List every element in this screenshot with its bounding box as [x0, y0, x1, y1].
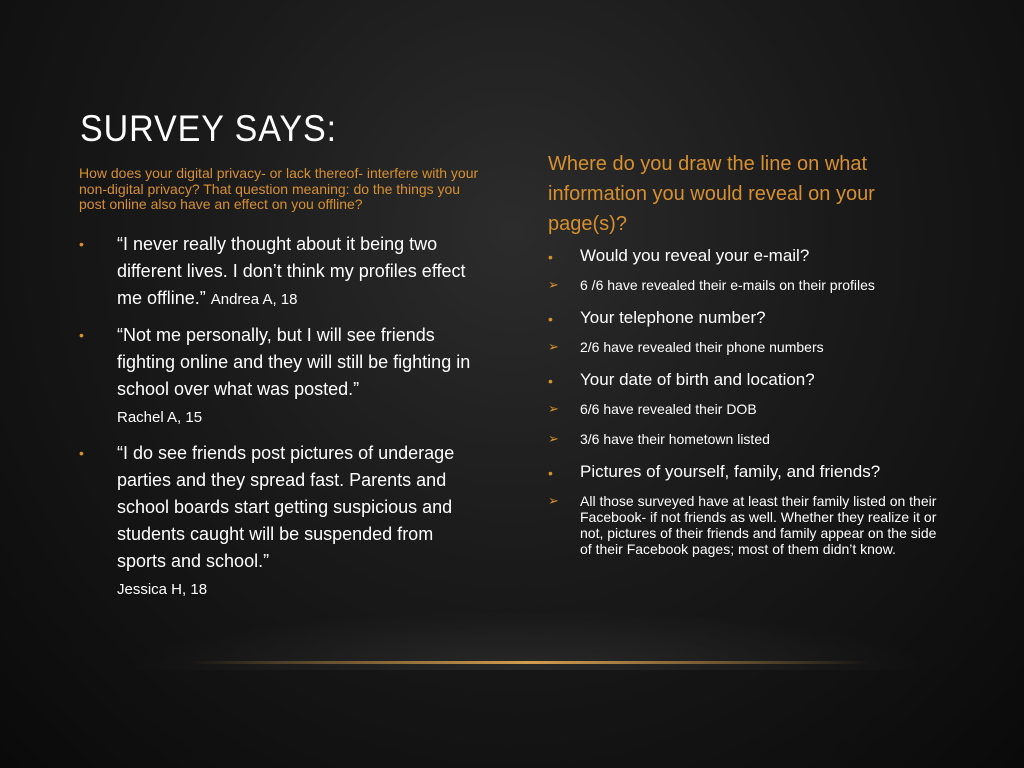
arrow-bullet-icon: ➢	[548, 493, 559, 508]
list-item	[79, 322, 479, 431]
arrow-bullet-icon: ➢	[548, 277, 559, 292]
quote-author: Rachel A, 15	[117, 408, 203, 426]
quote-text: “Not me personally, but I will see friends fighting online and they will still be fighting in school over what was posted.”	[117, 324, 471, 399]
survey-question	[548, 245, 948, 267]
survey-question-text: Would you reveal your e-mail?	[580, 246, 810, 265]
survey-question-text: Pictures of yourself, family, and friends?	[580, 462, 881, 481]
survey-answer	[548, 401, 948, 417]
quote-text: “I do see friends post pictures of underage parties and they spread fast. Parents and school boards start getting suspicious and students caught will be suspended from sports and school.”	[117, 442, 455, 571]
survey-question	[548, 369, 948, 391]
bullet-icon: •	[79, 235, 84, 252]
survey-question-text: Your date of birth and location?	[580, 370, 815, 389]
survey-answer-text: 3/6 have their hometown listed	[580, 431, 770, 447]
survey-answer	[548, 277, 948, 293]
left-intro-question: How does your digital privacy- or lack thereof- interfere with your non-digital privacy? That question meaning: do the things you post online also have an effect on you offline?	[79, 165, 479, 212]
survey-question	[548, 461, 948, 483]
survey-answer	[548, 431, 948, 447]
list-item	[79, 440, 479, 603]
survey-question-text: Your telephone number?	[580, 308, 766, 327]
bullet-icon: •	[79, 444, 84, 461]
quote-text: “I never really thought about it being two different lives. I don’t think my profiles effect me offline.”	[117, 233, 466, 308]
quote-author: Andrea A, 18	[210, 290, 298, 308]
survey-list	[548, 245, 948, 557]
left-column	[79, 166, 479, 612]
survey-answer-text: All those surveyed have at least their family listed on their Facebook- if not friends as well. Whether they realize it or not, pictures of their friends and family appear on the side of their Facebook pages; most of them didn’t know.	[580, 493, 937, 557]
slide-title: SURVEY SAYS:	[80, 108, 338, 149]
survey-answer-text: 6 /6 have revealed their e-mails on their profiles	[580, 277, 875, 293]
bullet-icon: •	[548, 465, 553, 481]
bullet-icon: •	[548, 249, 553, 265]
arrow-bullet-icon: ➢	[548, 431, 559, 446]
survey-question	[548, 307, 948, 329]
right-intro-question: Where do you draw the line on what information you would reveal on your page(s)?	[548, 153, 875, 235]
footer-divider-line	[190, 661, 870, 664]
bullet-icon: •	[79, 326, 84, 343]
bullet-icon: •	[548, 373, 553, 389]
arrow-bullet-icon: ➢	[548, 401, 559, 416]
bullet-icon: •	[548, 311, 553, 327]
survey-answer-text: 2/6 have revealed their phone numbers	[580, 339, 824, 355]
quote-list	[79, 231, 479, 603]
arrow-bullet-icon: ➢	[548, 339, 559, 354]
quote-author: Jessica H, 18	[117, 580, 208, 598]
list-item	[79, 231, 479, 313]
survey-answer	[548, 339, 948, 355]
survey-answer-text: 6/6 have revealed their DOB	[580, 401, 757, 417]
right-column	[548, 149, 948, 571]
survey-answer	[548, 493, 948, 557]
